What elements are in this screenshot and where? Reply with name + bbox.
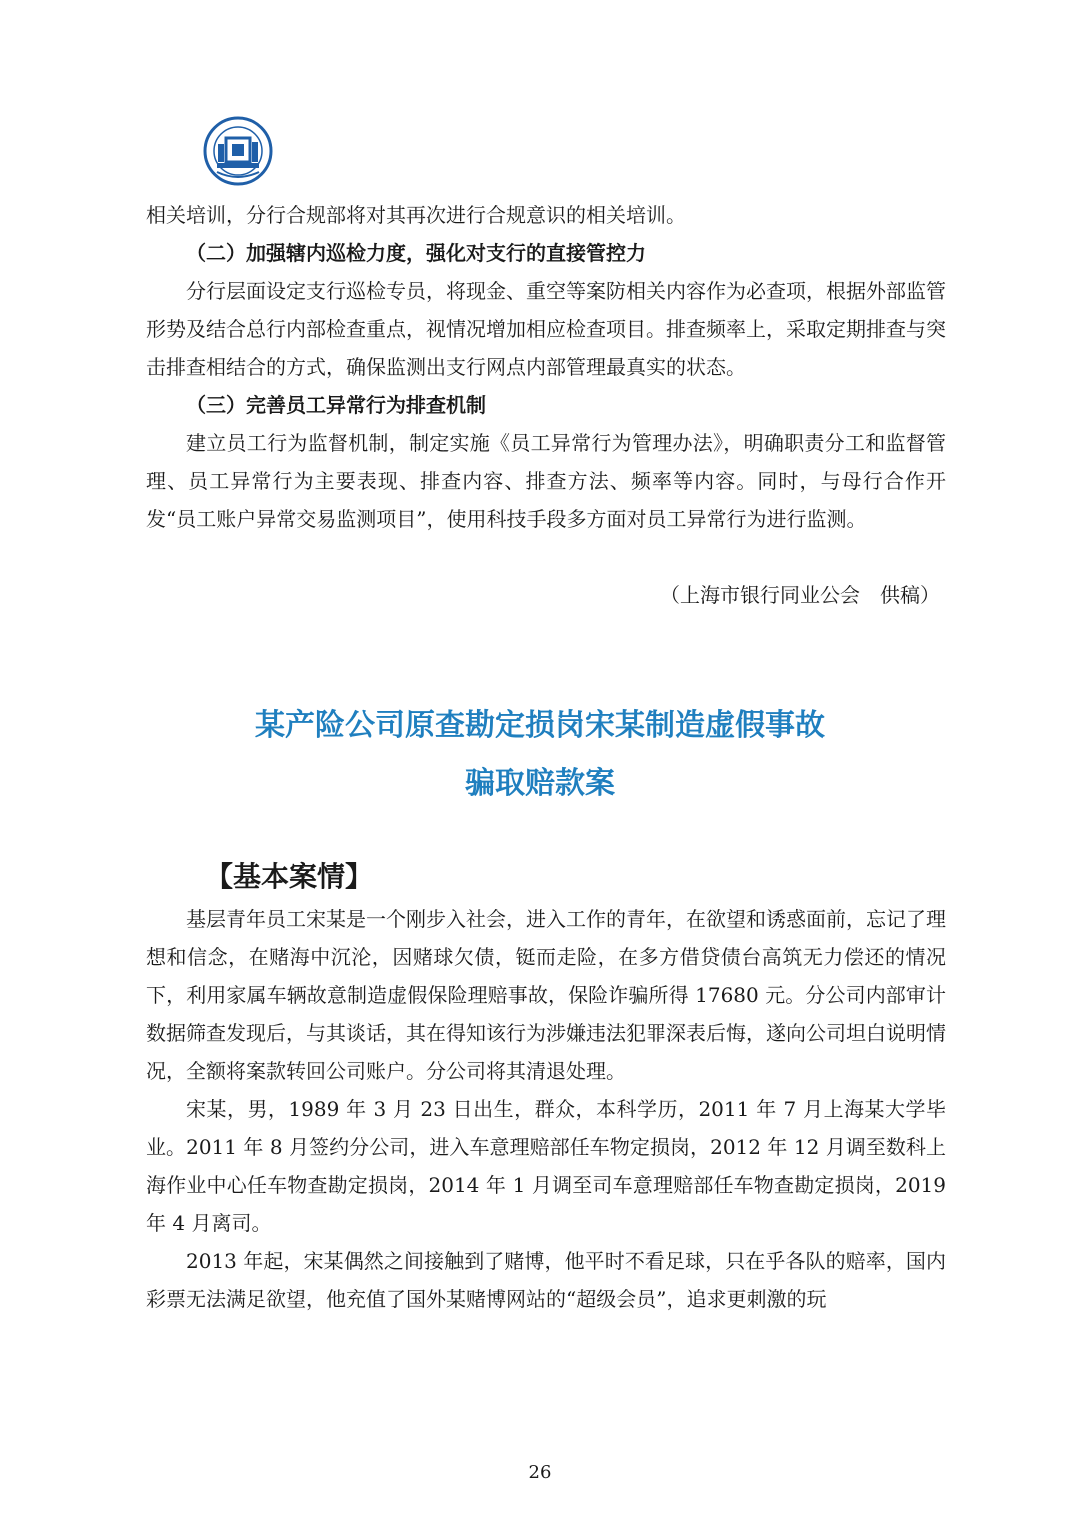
case-paragraph-1: 基层青年员工宋某是一个刚步入社会，进入工作的青年，在欲望和诱惑面前，忘记了理想和信念，在赌海中沉沦，因赌球欠债，铤而走险，在多方借贷债台高筑无力偿还的情况下，利用家属车辆故意制造虚假保险理赔事故，保险诈骗所得 17680 元。分公司内部审计数据筛查发现后，与其谈话，其在得知该行为涉嫌违法犯罪深表后悔，遂向公司坦白说明情况，全额将案款转回公司账户。分公司将其清退处理。: [146, 907, 946, 1083]
section-heading-3: （三）完善员工异常行为排查机制: [186, 393, 486, 417]
page-number: 26: [528, 1462, 552, 1483]
bank-association-seal-icon: [203, 116, 273, 186]
section-heading-2: （二）加强辖内巡检力度，强化对支行的直接管控力: [186, 241, 646, 265]
section-2-paragraph: 分行层面设定支行巡检专员，将现金、重空等案防相关内容作为必查项，根据外部监管形势及结合总行内部检查重点，视情况增加相应检查项目。排查频率上，采取定期排查与突击排查相结合的方式，确保监测出支行网点内部管理最真实的状态。: [146, 279, 946, 379]
basic-facts-heading: 【基本案情】: [205, 860, 374, 893]
case-title-line-2: 骗取赔款案: [465, 766, 615, 801]
section-3-paragraph: 建立员工行为监督机制，制定实施《员工异常行为管理办法》，明确职责分工和监督管理、员工异常行为主要表现、排查内容、排查方法、频率等内容。同时，与母行合作开发“员工账户异常交易监测项目”，使用科技手段多方面对员工异常行为进行监测。: [146, 431, 946, 531]
source-credit: （上海市银行同业公会 供稿）: [660, 583, 940, 607]
case-paragraph-3: 2013 年起，宋某偶然之间接触到了赌博，他平时不看足球，只在乎各队的赔率，国内彩票无法满足欲望，他充值了国外某赌博网站的“超级会员”，追求更刺激的玩: [146, 1249, 946, 1311]
case-paragraph-2: 宋某，男，1989 年 3 月 23 日出生，群众，本科学历，2011 年 7 月上海某大学毕业。2011 年 8 月签约分公司，进入车意理赔部任车物定损岗，2012 年 12 月调至数科上海作业中心任车物查勘定损岗，2014 年 1 月调至司车意理赔部任车物查勘定损岗，2019 年 4 月离司。: [146, 1097, 946, 1235]
intro-paragraph: 相关培训，分行合规部将对其再次进行合规意识的相关培训。: [146, 203, 686, 227]
case-title-line-1: 某产险公司原查勘定损岗宋某制造虚假事故: [255, 708, 825, 743]
